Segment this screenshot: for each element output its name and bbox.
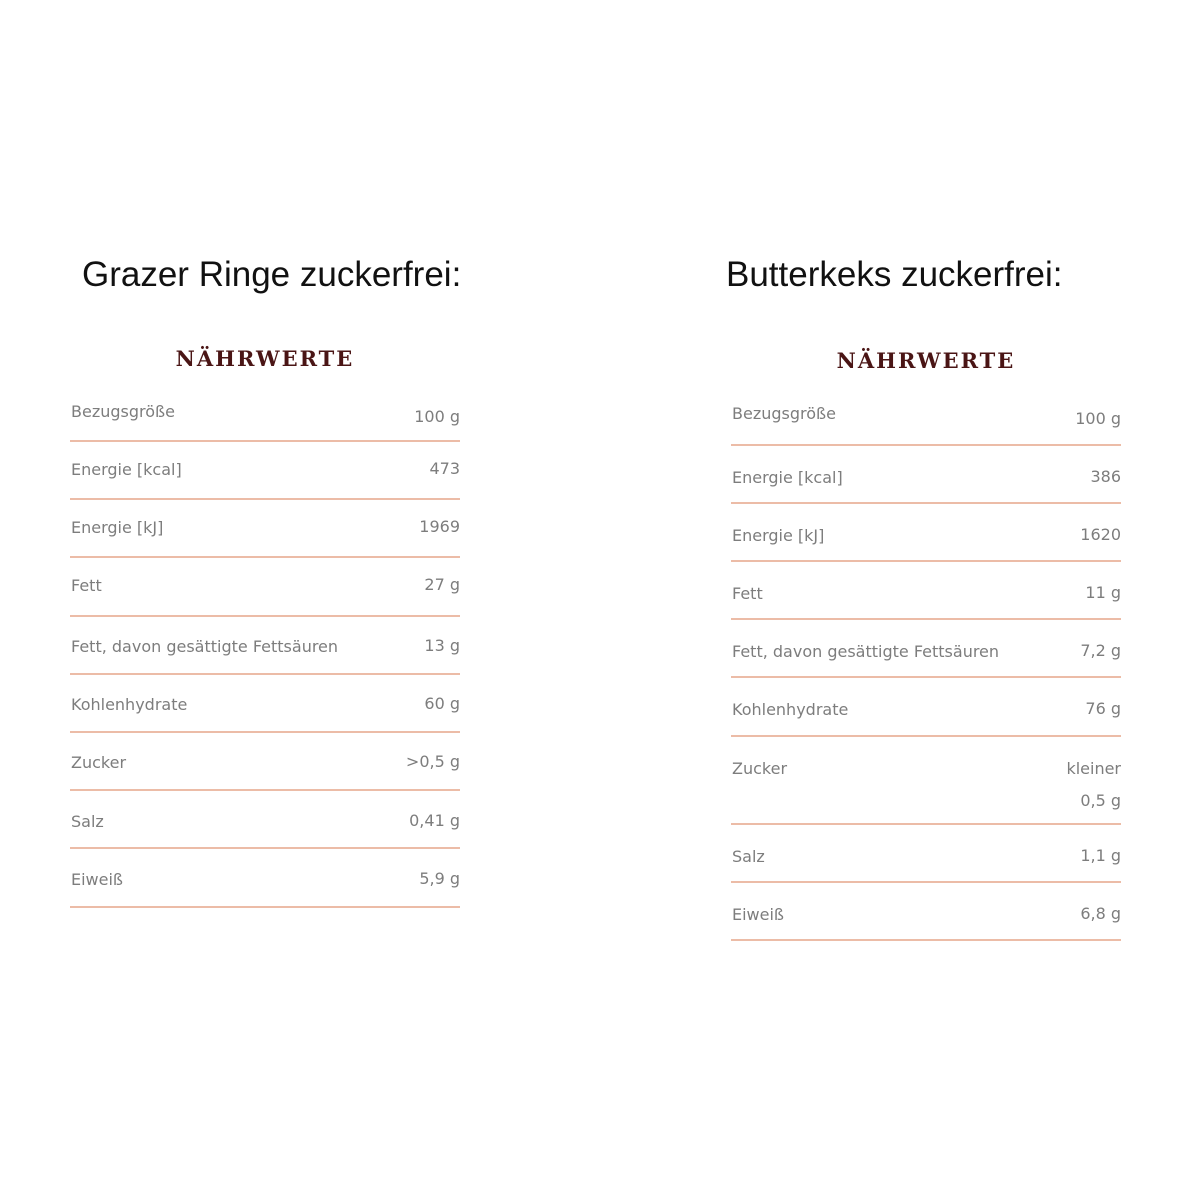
row-value: 7,2 g — [1080, 641, 1121, 660]
row-label: Bezugsgröße — [71, 402, 175, 421]
row-label: Fett, davon gesättigte Fettsäuren — [732, 642, 1000, 661]
row-label: Energie [kcal] — [71, 460, 182, 479]
nutrition-table — [70, 402, 460, 908]
row-value: 6,8 g — [1080, 904, 1121, 923]
table-row — [731, 883, 1121, 941]
row-value: 60 g — [424, 694, 460, 713]
product-title: Butterkeks zuckerfrei: — [726, 255, 1063, 294]
row-label: Zucker — [732, 759, 788, 778]
row-label: Energie [kcal] — [732, 468, 843, 487]
table-row — [731, 737, 1121, 825]
row-label: Salz — [71, 812, 104, 831]
row-value: kleiner 0,5 g — [1066, 759, 1121, 810]
table-row — [731, 678, 1121, 737]
row-value: 1620 — [1080, 525, 1121, 544]
row-value: 100 g — [1075, 409, 1121, 428]
row-label: Eiweiß — [71, 870, 124, 889]
row-label: Fett, davon gesättigte Fettsäuren — [71, 637, 339, 656]
row-label: Kohlenhydrate — [732, 700, 849, 719]
table-row — [731, 504, 1121, 562]
row-value: 13 g — [424, 636, 460, 655]
row-value: 1969 — [419, 517, 460, 536]
product-title: Grazer Ringe zuckerfrei: — [82, 255, 462, 294]
row-value: 386 — [1090, 467, 1121, 486]
table-row — [70, 500, 460, 558]
row-label: Fett — [732, 584, 763, 603]
table-row — [731, 620, 1121, 678]
row-value: 5,9 g — [419, 869, 460, 888]
row-label: Salz — [732, 847, 765, 866]
row-value: 473 — [429, 459, 460, 478]
table-row — [70, 442, 460, 500]
row-value: 100 g — [414, 407, 460, 426]
row-value: 0,41 g — [409, 811, 460, 830]
table-row — [70, 849, 460, 908]
nutrition-table — [731, 404, 1121, 941]
table-row — [70, 675, 460, 733]
table-row — [731, 562, 1121, 620]
nutrition-heading: NÄHRWERTE — [836, 348, 1016, 373]
row-value: >0,5 g — [405, 752, 460, 771]
row-value: 27 g — [424, 575, 460, 594]
table-row — [70, 402, 460, 442]
row-label: Kohlenhydrate — [71, 695, 188, 714]
row-label: Fett — [71, 576, 102, 595]
row-value: 11 g — [1085, 583, 1121, 602]
row-label: Energie [kJ] — [732, 526, 825, 545]
row-label: Bezugsgröße — [732, 404, 836, 423]
table-row — [731, 446, 1121, 504]
row-label: Energie [kJ] — [71, 518, 164, 537]
table-row — [731, 825, 1121, 883]
row-value: 1,1 g — [1080, 846, 1121, 865]
row-label: Zucker — [71, 753, 127, 772]
row-value: 76 g — [1085, 699, 1121, 718]
table-row — [70, 558, 460, 617]
table-row — [70, 733, 460, 791]
nutrition-heading: NÄHRWERTE — [175, 346, 355, 371]
table-row — [731, 404, 1121, 446]
row-label: Eiweiß — [732, 905, 785, 924]
table-row — [70, 617, 460, 675]
table-row — [70, 791, 460, 849]
